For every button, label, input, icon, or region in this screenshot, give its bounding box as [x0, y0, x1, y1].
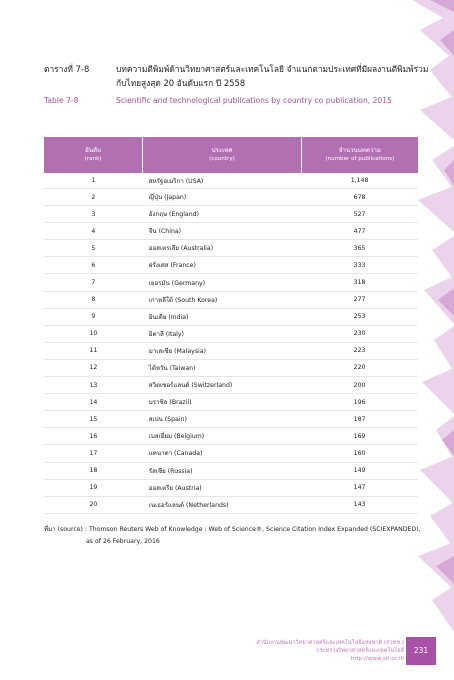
rank-cell: 3	[44, 206, 143, 223]
rank-cell: 2	[44, 189, 143, 206]
table-row	[44, 496, 418, 513]
header-rank-en: (rank)	[84, 156, 102, 162]
table-row	[44, 411, 418, 428]
table-row	[44, 479, 418, 496]
title-thai	[44, 62, 434, 90]
header-count-en: (number of publications)	[325, 156, 395, 162]
footer-org	[256, 639, 404, 663]
header-rank	[44, 137, 143, 173]
table-row	[44, 223, 418, 240]
count-cell: 333	[301, 257, 418, 274]
page-number: 231	[406, 637, 436, 665]
country-cell: สเปน (Spain)	[143, 411, 301, 428]
rank-cell: 18	[44, 462, 143, 479]
country-cell: สหรัฐอเมริกา (USA)	[143, 173, 301, 189]
country-cell: เนเธอร์แลนด์ (Netherlands)	[143, 496, 301, 513]
rank-cell: 9	[44, 308, 143, 325]
rank-cell: 19	[44, 479, 143, 496]
count-cell: 196	[301, 394, 418, 411]
header-count	[301, 137, 418, 173]
table-row	[44, 394, 418, 411]
country-cell: อิตาลี (Italy)	[143, 325, 301, 342]
count-cell: 678	[301, 189, 418, 206]
rank-cell: 12	[44, 359, 143, 376]
title-english-number: Table 7-8	[44, 96, 79, 105]
country-cell: สวิตเซอร์แลนด์ (Switzerland)	[143, 377, 301, 394]
rank-cell: 8	[44, 291, 143, 308]
count-cell: 160	[301, 445, 418, 462]
header-count-th: จำนวนบทความ	[338, 147, 381, 154]
rank-cell: 6	[44, 257, 143, 274]
count-cell: 230	[301, 325, 418, 342]
table-row	[44, 342, 418, 359]
table-row	[44, 173, 418, 189]
count-cell: 220	[301, 359, 418, 376]
country-cell: เบลเยี่ยม (Belgium)	[143, 428, 301, 445]
table-row	[44, 274, 418, 291]
count-cell: 277	[301, 291, 418, 308]
country-cell: อินเดีย (India)	[143, 308, 301, 325]
country-cell: เยอรมัน (Germany)	[143, 274, 301, 291]
count-cell: 223	[301, 342, 418, 359]
count-cell: 253	[301, 308, 418, 325]
rank-cell: 10	[44, 325, 143, 342]
table-row	[44, 359, 418, 376]
table-row	[44, 189, 418, 206]
table-row	[44, 428, 418, 445]
country-cell: ออสเตรีย (Austria)	[143, 479, 301, 496]
header-country	[143, 137, 301, 173]
table-row	[44, 308, 418, 325]
count-cell: 477	[301, 223, 418, 240]
country-cell: รัสเซีย (Russia)	[143, 462, 301, 479]
header-rank-th: อันดับ	[85, 147, 102, 154]
header-country-en: (country)	[209, 156, 235, 162]
country-cell: มาเลเซีย (Malaysia)	[143, 342, 301, 359]
country-cell: จีน (China)	[143, 223, 301, 240]
title-english-text: Scientific and technological publications by country co publication, 2015	[116, 96, 392, 105]
count-cell: 169	[301, 428, 418, 445]
footer-url: http://www.sti.or.th	[350, 656, 404, 662]
count-cell: 149	[301, 462, 418, 479]
count-cell: 318	[301, 274, 418, 291]
title-english	[44, 96, 434, 105]
rank-cell: 16	[44, 428, 143, 445]
table-row	[44, 325, 418, 342]
country-cell: บราซิล (Brazil)	[143, 394, 301, 411]
count-cell: 147	[301, 479, 418, 496]
footer-line1: สำนักงานพัฒนาวิทยาศาสตร์และเทคโนโลยีแห่งชาติ (สวทช.)	[256, 640, 404, 646]
country-cell: ไต้หวัน (Taiwan)	[143, 359, 301, 376]
table-row	[44, 291, 418, 308]
rank-cell: 15	[44, 411, 143, 428]
source-line2: as of 26 February, 2016	[86, 538, 160, 545]
table-header-row	[44, 137, 418, 173]
table-title	[44, 62, 434, 105]
country-cell: เกาหลีใต้ (South Korea)	[143, 291, 301, 308]
table-row	[44, 462, 418, 479]
title-thai-text: บทความตีพิมพ์ด้านวิทยาศาสตร์และเทคโนโลยี จำแนกตามประเทศที่มีผลงานตีพิมพ์ร่วมกับไทยสูงสุด 20 อันดับแรก ปี 2558	[116, 64, 429, 88]
source-label: ที่มา (source) :	[44, 526, 88, 533]
country-cell: ฝรั่งเศส (France)	[143, 257, 301, 274]
source-note	[44, 524, 424, 548]
country-cell: อังกฤษ (England)	[143, 206, 301, 223]
rank-cell: 20	[44, 496, 143, 513]
rank-cell: 13	[44, 377, 143, 394]
count-cell: 527	[301, 206, 418, 223]
count-cell: 143	[301, 496, 418, 513]
rank-cell: 14	[44, 394, 143, 411]
count-cell: 200	[301, 377, 418, 394]
rank-cell: 7	[44, 274, 143, 291]
rank-cell: 11	[44, 342, 143, 359]
country-cell: แคนาดา (Canada)	[143, 445, 301, 462]
table-body	[44, 173, 418, 513]
table-row	[44, 206, 418, 223]
source-line1: Thomson Reuters Web of Knowledge : Web of Science®, Science Citation Index Expanded (SCIEXPANDED),	[89, 526, 421, 533]
table-row	[44, 377, 418, 394]
country-cell: ออสเตรเลีย (Australia)	[143, 240, 301, 257]
count-cell: 1,148	[301, 173, 418, 189]
rank-cell: 5	[44, 240, 143, 257]
rank-cell: 1	[44, 173, 143, 189]
footer-line2: กระทรวงวิทยาศาสตร์และเทคโนโลยี	[316, 648, 404, 654]
table-row	[44, 240, 418, 257]
title-thai-number: ตารางที่ 7-8	[44, 64, 90, 74]
count-cell: 365	[301, 240, 418, 257]
table-row	[44, 445, 418, 462]
rank-cell: 17	[44, 445, 143, 462]
rank-cell: 4	[44, 223, 143, 240]
table-row	[44, 257, 418, 274]
count-cell: 187	[301, 411, 418, 428]
header-country-th: ประเทศ	[211, 147, 233, 154]
publications-table	[44, 137, 418, 514]
country-cell: ญี่ปุ่น (Japan)	[143, 189, 301, 206]
